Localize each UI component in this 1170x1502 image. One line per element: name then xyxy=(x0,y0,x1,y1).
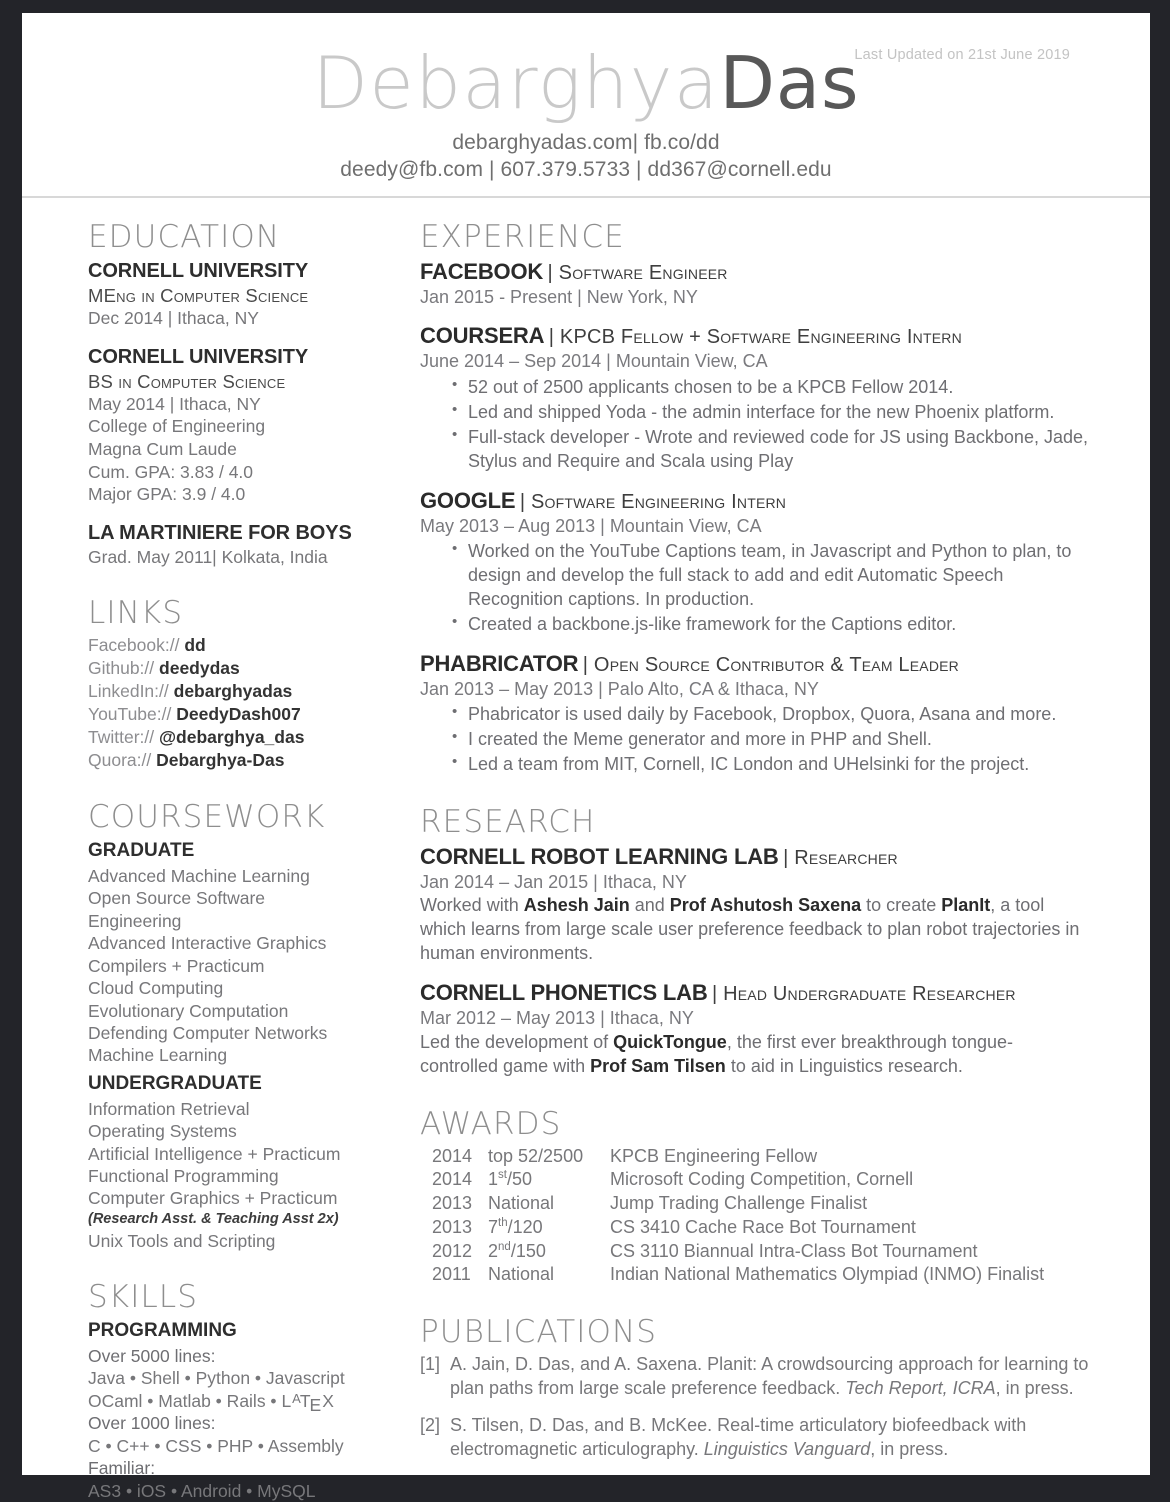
research-entry xyxy=(420,843,1090,966)
course-item: Defending Computer Networks xyxy=(88,1022,328,1043)
section-heading-skills: SKILLS xyxy=(88,1279,198,1316)
research-highlight: Prof Ashutosh Saxena xyxy=(669,895,862,916)
award-description: CS 3110 Biannual Intra-Class Bot Tournament xyxy=(610,1240,978,1261)
left-column xyxy=(22,198,355,1502)
course-item: Information Retrieval xyxy=(88,1098,250,1119)
experience-entry xyxy=(420,322,1090,473)
education-detail: Magna Cum Laude xyxy=(88,439,237,460)
skills-programming-label: PROGRAMMING xyxy=(88,1320,237,1342)
latex-logo: $L^ATEX$ xyxy=(281,1390,334,1415)
education-degree: MEng in Computer Science xyxy=(88,285,309,307)
award-rank: 7th/120 xyxy=(488,1216,543,1237)
section-heading-education: EDUCATION xyxy=(88,219,281,255)
link-item[interactable]: LinkedIn:// debarghyadas xyxy=(88,681,293,702)
course-item: Open Source Software Engineering xyxy=(88,888,266,931)
publication-number: [2] xyxy=(420,1415,441,1436)
link-handle: debarghyadas xyxy=(173,681,293,702)
experience-org: COURSERA xyxy=(420,323,545,349)
research-list xyxy=(420,843,1090,1078)
experience-org: PHABRICATOR xyxy=(420,650,579,676)
experience-meta: Jan 2013 – May 2013 | Palo Alto, CA & Ithaca, NY xyxy=(420,678,819,699)
education-entry xyxy=(88,520,355,569)
contact-block xyxy=(22,131,1150,182)
research-meta: Jan 2014 – Jan 2015 | Ithaca, NY xyxy=(420,872,687,893)
experience-role: | Open Source Contributor & Team Leader xyxy=(582,653,959,676)
resume-header xyxy=(22,13,1150,198)
course-item: Cloud Computing xyxy=(88,978,224,999)
link-handle: DeedyDash007 xyxy=(176,704,301,725)
experience-bullet: • I created the Meme generator and more in PHP and Shell. xyxy=(468,728,1090,752)
course-item: Artificial Intelligence + Practicum xyxy=(88,1143,341,1164)
education-detail: May 2014 | Ithaca, NY xyxy=(88,393,261,414)
graduate-course-list xyxy=(88,865,355,1067)
award-rank-ordinal: nd xyxy=(498,1240,511,1253)
research-entry xyxy=(420,979,1090,1078)
award-row xyxy=(420,1263,1090,1287)
section-heading-publications: PUBLICATIONS xyxy=(420,1314,658,1351)
research-description: Led the development of QuickTongue, the first ever breakthrough tongue-controlled game with Prof Sam Tilsen to aid in Linguistics research. xyxy=(420,1031,1013,1076)
award-row xyxy=(420,1145,1090,1169)
course-item: Unix Tools and Scripting xyxy=(88,1230,276,1251)
first-name: Debarghya xyxy=(312,41,720,125)
links-list xyxy=(88,634,355,772)
experience-header xyxy=(420,258,1090,286)
skill-group-list xyxy=(88,1345,355,1502)
section-heading-research: RESEARCH xyxy=(420,803,596,840)
link-item[interactable]: YouTube:// DeedyDash007 xyxy=(88,704,301,725)
experience-list xyxy=(420,258,1090,777)
course-item: Machine Learning xyxy=(88,1045,228,1066)
section-heading-awards: AWARDS xyxy=(420,1105,562,1142)
publications-list xyxy=(420,1353,1090,1462)
experience-header xyxy=(420,487,1090,515)
award-rank: 2nd/150 xyxy=(488,1240,546,1261)
education-detail: College of Engineering xyxy=(88,416,266,437)
experience-org: FACEBOOK xyxy=(420,259,544,285)
award-rank: National xyxy=(488,1193,555,1214)
education-detail: Grad. May 2011| Kolkata, India xyxy=(88,546,328,567)
experience-bullet: • Full-stack developer - Wrote and reviewed code for JS using Backbone, Jade, Stylus and Require and Scala using Play xyxy=(468,426,1090,474)
experience-meta: June 2014 – Sep 2014 | Mountain View, CA xyxy=(420,351,768,372)
course-item: Advanced Interactive Graphics xyxy=(88,933,327,954)
link-handle: Debarghya-Das xyxy=(156,749,285,770)
research-highlight: PlanIt xyxy=(941,895,991,916)
link-handle: @debarghya_das xyxy=(158,727,305,748)
award-year: 2013 xyxy=(432,1193,473,1214)
section-heading-links: LINKS xyxy=(88,595,184,632)
experience-bullet: • Led a team from MIT, Cornell, IC London and UHelsinki for the project. xyxy=(468,753,1090,777)
education-degree: BS in Computer Science xyxy=(88,370,286,392)
experience-bullet: • Phabricator is used daily by Facebook, Dropbox, Quora, Asana and more. xyxy=(468,703,1090,727)
experience-entry xyxy=(420,258,1090,309)
link-item[interactable]: Twitter:// @debarghya_das xyxy=(88,727,305,748)
right-column xyxy=(355,198,1150,1502)
award-description: Microsoft Coding Competition, Cornell xyxy=(610,1169,914,1190)
course-item: Evolutionary Computation xyxy=(88,1000,289,1021)
award-year: 2013 xyxy=(432,1216,473,1237)
research-highlight: QuickTongue xyxy=(613,1031,727,1052)
latex-a: A xyxy=(292,1390,301,1406)
experience-entry xyxy=(420,487,1090,637)
research-highlight: Ashesh Jain xyxy=(523,895,630,916)
research-role: | Researcher xyxy=(783,847,898,870)
course-item: Operating Systems xyxy=(88,1121,237,1142)
research-org: CORNELL PHONETICS LAB xyxy=(420,980,708,1006)
experience-role: | Software Engineering Intern xyxy=(519,490,787,513)
course-item: Computer Graphics + Practicum xyxy=(88,1188,338,1209)
education-list xyxy=(88,258,355,568)
experience-bullet: • Created a backbone.js-like framework for the Captions editor. xyxy=(468,613,1090,637)
page-title xyxy=(22,13,1150,125)
award-rank: National xyxy=(488,1264,555,1285)
award-description: Indian National Mathematics Olympiad (INMO) Finalist xyxy=(610,1264,1045,1285)
last-updated-text: Last Updated on 21st June 2019 xyxy=(854,47,1070,63)
research-highlight: Prof Sam Tilsen xyxy=(590,1055,726,1076)
award-year: 2014 xyxy=(432,1169,473,1190)
education-entry xyxy=(88,258,355,330)
last-name: Das xyxy=(719,41,860,125)
award-year: 2011 xyxy=(432,1264,471,1285)
skill-group-label: Over 5000 lines: xyxy=(88,1345,216,1366)
link-item[interactable]: Facebook:// dd xyxy=(88,635,206,656)
award-year: 2014 xyxy=(432,1145,473,1166)
education-entry xyxy=(88,344,355,506)
section-heading-coursework: COURSEWORK xyxy=(88,798,326,835)
experience-bullets xyxy=(420,540,1090,637)
coursework-note: (Research Asst. & Teaching Asst 2x) xyxy=(88,1210,339,1227)
course-item: Compilers + Practicum xyxy=(88,955,265,976)
research-header xyxy=(420,843,1090,871)
experience-role: | KPCB Fellow + Software Engineering Intern xyxy=(548,326,962,349)
section-heading-experience: EXPERIENCE xyxy=(420,219,625,255)
education-detail: Cum. GPA: 3.83 / 4.0 xyxy=(88,461,254,482)
award-row xyxy=(420,1240,1090,1264)
experience-meta: May 2013 – Aug 2013 | Mountain View, CA xyxy=(420,515,762,536)
award-row xyxy=(420,1216,1090,1240)
award-year: 2012 xyxy=(432,1240,473,1261)
education-school: CORNELL UNIVERSITY xyxy=(88,260,309,283)
award-row xyxy=(420,1168,1090,1192)
publication-number: [1] xyxy=(420,1354,441,1375)
education-school: LA MARTINIERE FOR BOYS xyxy=(88,521,352,544)
research-header xyxy=(420,979,1090,1007)
skill-group-items: AS3 • iOS • Android • MySQL xyxy=(88,1480,316,1501)
education-detail: Dec 2014 | Ithaca, NY xyxy=(88,308,259,329)
course-item: Advanced Machine Learning xyxy=(88,865,310,886)
coursework-graduate-label: GRADUATE xyxy=(88,840,195,861)
publication-item xyxy=(420,1414,1090,1462)
award-rank: top 52/2500 xyxy=(488,1145,584,1166)
contact-details: deedy@fb.com | 607.379.5733 | dd367@cornell.edu xyxy=(340,158,832,181)
award-row xyxy=(420,1192,1090,1216)
publication-venue: Linguistics Vanguard xyxy=(703,1439,871,1460)
skill-group-items: C • C++ • CSS • PHP • Assembly xyxy=(88,1435,344,1456)
undergraduate-course-list xyxy=(88,1098,355,1210)
award-rank-ordinal: st xyxy=(498,1169,507,1182)
resume-page xyxy=(22,13,1150,1501)
award-description: Jump Trading Challenge Finalist xyxy=(610,1193,868,1214)
experience-bullet: • Worked on the YouTube Captions team, in Javascript and Python to plan, to design and develop the full stack to add and edit Automatic Speech Recognition captions. In production. xyxy=(468,540,1090,612)
award-rank-ordinal: th xyxy=(498,1216,508,1229)
coursework-undergraduate-label: UNDERGRADUATE xyxy=(88,1072,262,1094)
publication-text: S. Tilsen, D. Das, and B. McKee. Real-time articulatory biofeedback with electromagnetic articulography. Linguistics Vanguard, in press. xyxy=(450,1415,1027,1460)
experience-bullets xyxy=(420,376,1090,474)
experience-bullets xyxy=(420,703,1090,777)
research-org: CORNELL ROBOT LEARNING LAB xyxy=(420,844,779,870)
experience-header xyxy=(420,650,1090,678)
experience-bullet: • Led and shipped Yoda - the admin interface for the new Phoenix platform. xyxy=(468,401,1090,425)
experience-entry xyxy=(420,650,1090,777)
award-rank: 1st/50 xyxy=(488,1169,532,1190)
skill-group-items: OCaml • Matlab • Rails • $L^ATEX$ xyxy=(88,1390,334,1415)
skill-group-label: Over 1000 lines: xyxy=(88,1413,216,1434)
experience-org: GOOGLE xyxy=(420,487,516,513)
experience-role: | Software Engineer xyxy=(547,262,728,285)
education-school: CORNELL UNIVERSITY xyxy=(88,345,309,368)
skill-group-label: Familiar: xyxy=(88,1458,156,1479)
award-description: KPCB Engineering Fellow xyxy=(610,1145,818,1166)
latex-e: E xyxy=(309,1394,322,1415)
publication-venue: Tech Report, ICRA xyxy=(845,1378,996,1399)
link-item[interactable]: Quora:// Debarghya-Das xyxy=(88,749,285,770)
award-description: CS 3410 Cache Race Bot Tournament xyxy=(610,1216,916,1237)
link-handle: deedydas xyxy=(159,658,240,679)
publication-text: A. Jain, D. Das, and A. Saxena. Planit: A crowdsourcing approach for learning to plan paths from large scale preference feedback. Tech Report, ICRA, in press. xyxy=(450,1354,1089,1399)
course-item: Functional Programming xyxy=(88,1166,279,1186)
awards-table xyxy=(420,1145,1090,1288)
resume-body xyxy=(22,198,1150,1502)
link-handle: dd xyxy=(184,635,206,656)
skill-group-items: Java • Shell • Python • Javascript xyxy=(88,1368,345,1389)
publication-item xyxy=(420,1353,1090,1401)
contact-websites: debarghyadas.com| fb.co/dd xyxy=(452,131,720,154)
research-role: | Head Undergraduate Researcher xyxy=(711,983,1016,1006)
experience-header xyxy=(420,322,1090,350)
experience-meta: Jan 2015 - Present | New York, NY xyxy=(420,287,698,308)
research-meta: Mar 2012 – May 2013 | Ithaca, NY xyxy=(420,1008,694,1029)
education-detail: Major GPA: 3.9 / 4.0 xyxy=(88,484,246,505)
experience-bullet: • 52 out of 2500 applicants chosen to be a KPCB Fellow 2014. xyxy=(468,376,1090,400)
research-description: Worked with Ashesh Jain and Prof Ashutosh Saxena to create PlanIt, a tool which learns from large scale user preference feedback to plan robot trajectories in human environments. xyxy=(420,895,1080,964)
link-item[interactable]: Github:// deedydas xyxy=(88,658,240,679)
